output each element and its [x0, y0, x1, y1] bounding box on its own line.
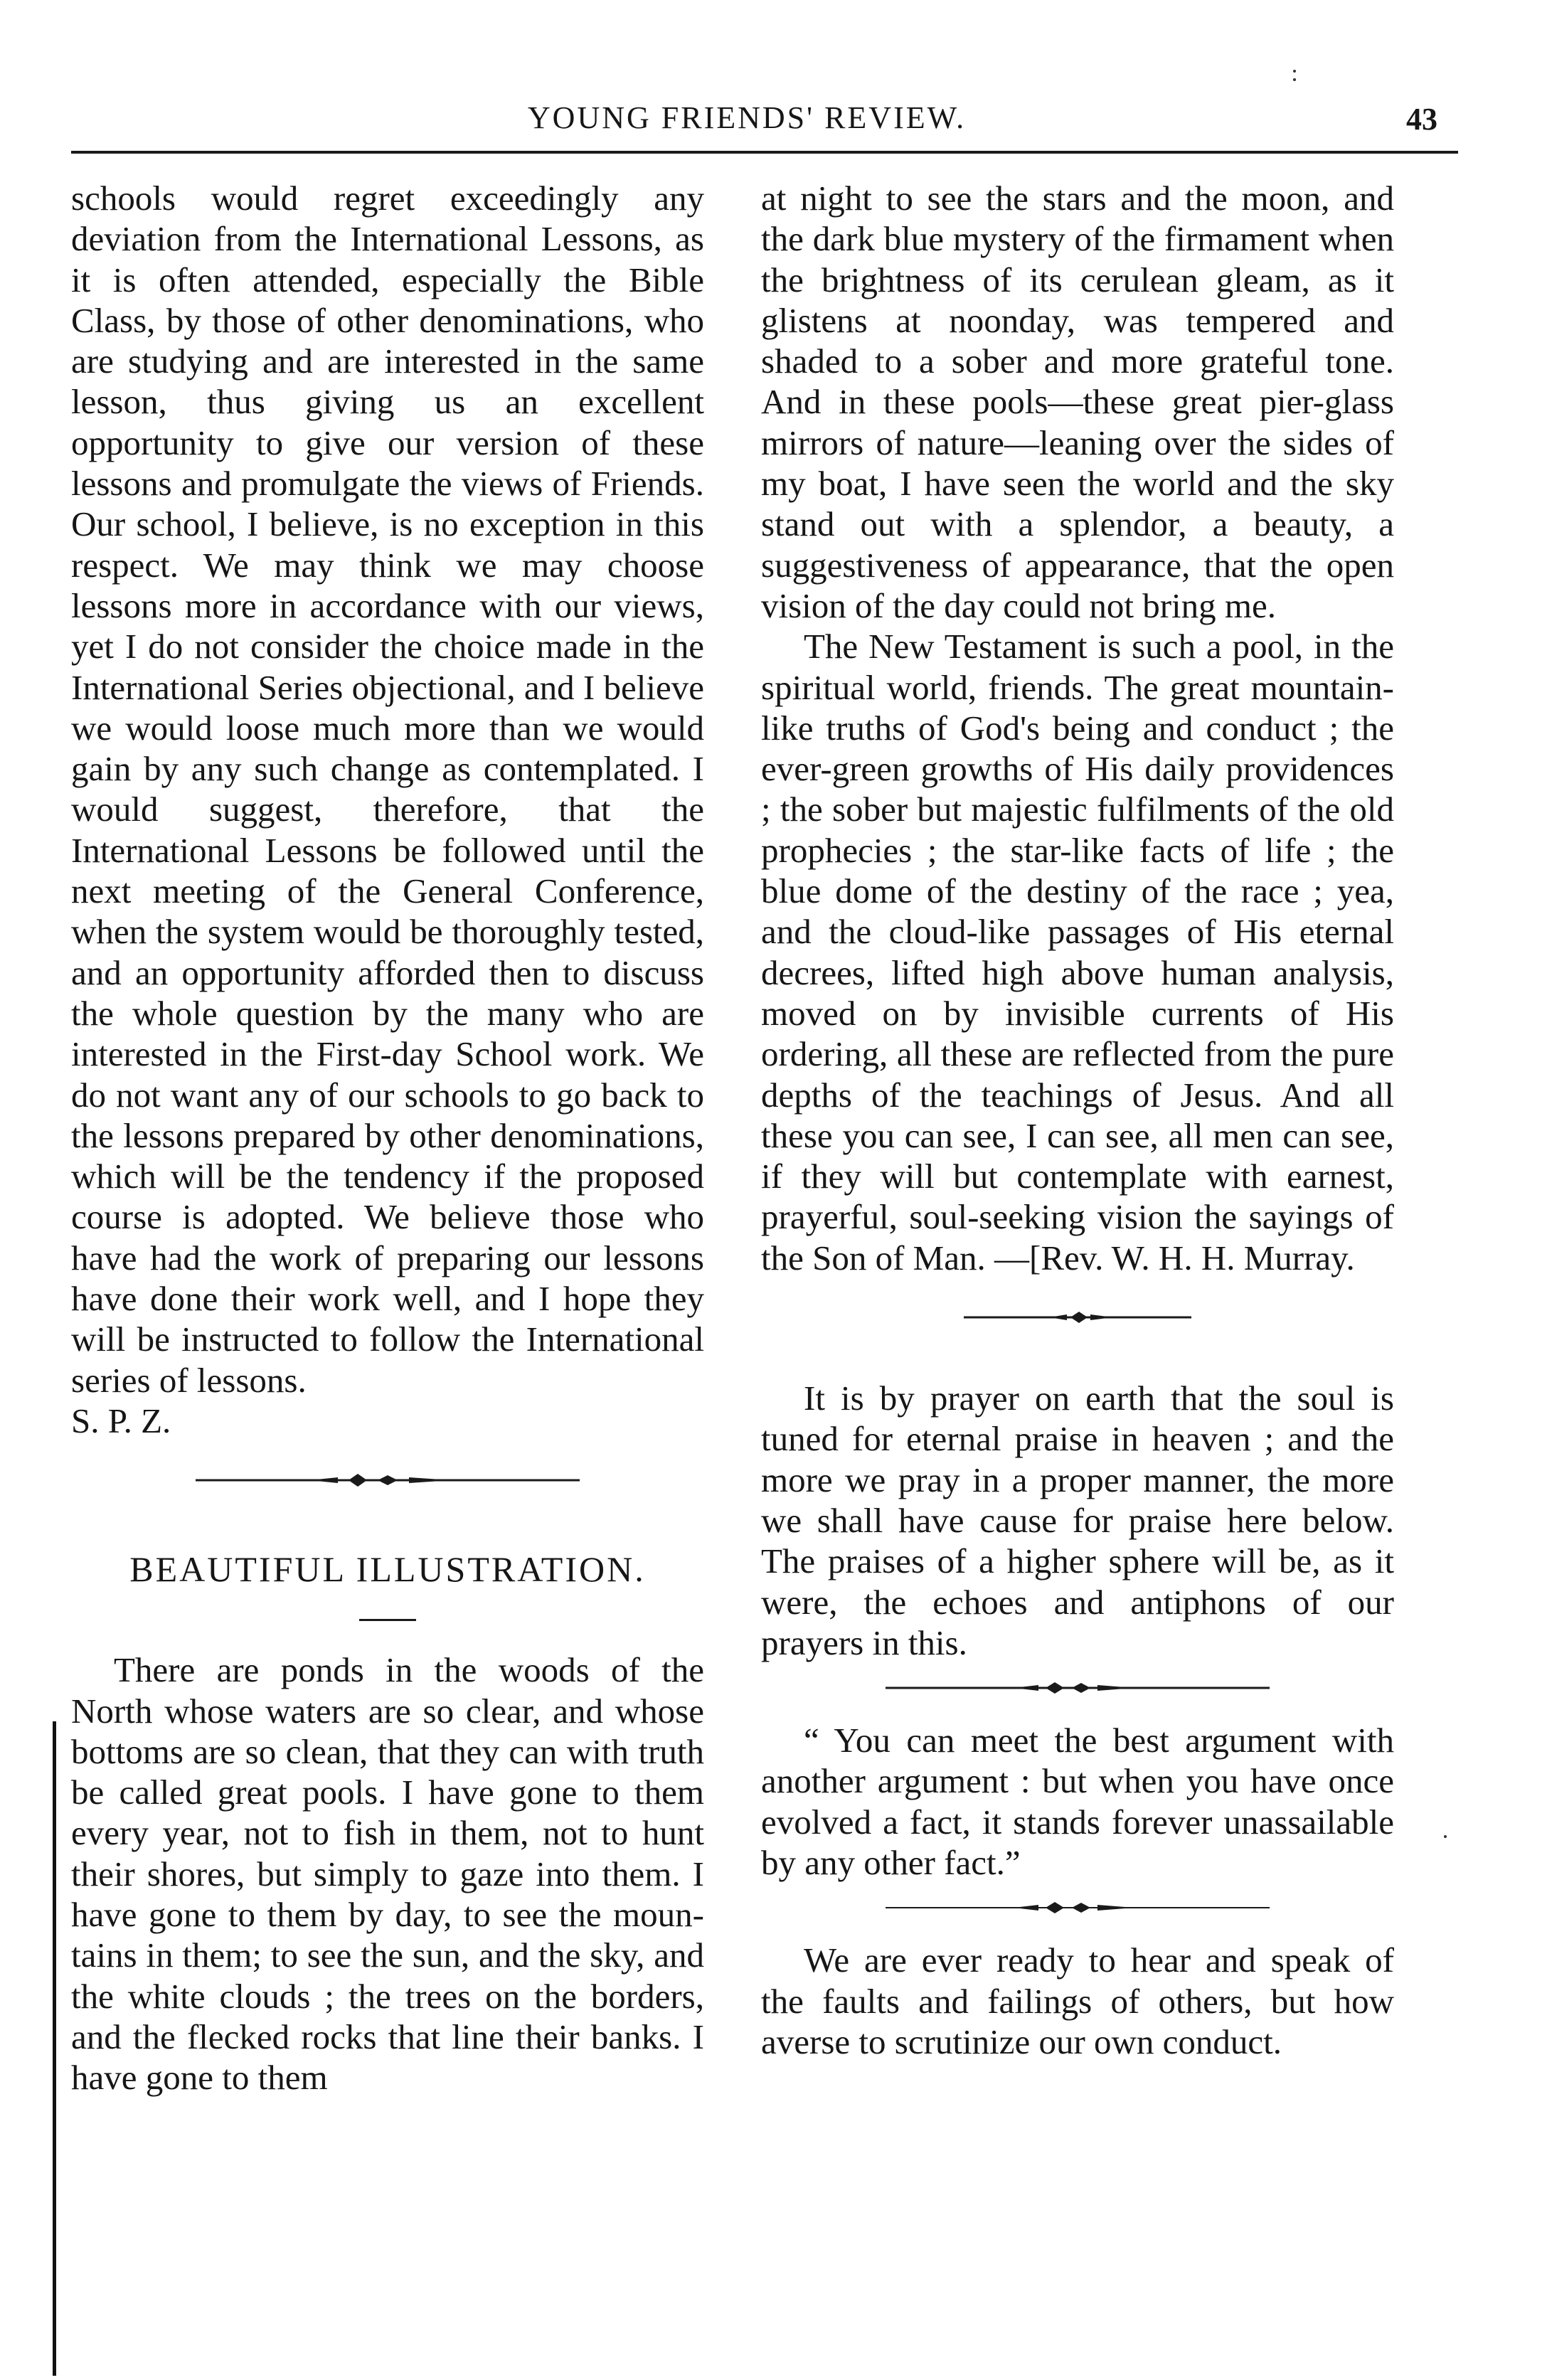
- ornament-divider: [761, 1897, 1394, 1940]
- scan-speck: [1293, 70, 1296, 73]
- signature: S. P. Z.: [71, 1401, 171, 1440]
- ornament-rule-icon: [196, 1470, 580, 1491]
- ornament-divider: [71, 1470, 704, 1512]
- ornament-rule-icon: [964, 1307, 1191, 1328]
- scan-margin-line: [53, 1721, 56, 2376]
- right-paragraph-5: We are ever ready to hear and speak of the faults and failings of others, but how averse to scrutinize our own conduct.: [761, 1940, 1394, 2061]
- right-paragraph-3: It is by prayer on earth that the soul is tuned for eternal praise in heaven ; and the more we pray in a proper manner, the more we shall have cause for praise here below. The praises of a higher sphere will be, as it were, the echoes and antiphons of our prayers in this.: [761, 1378, 1394, 1662]
- ornament-rule-icon: [886, 1897, 1270, 1918]
- section-title: BEAUTIFUL ILLUSTRATION.: [129, 1549, 646, 1590]
- right-paragraph-1: at night to see the stars and the moon, and the dark blue mystery of the firmament when the brightness of its cerulean gleam, as it glistens at noonday, was tempered and shaded to a sober and more grateful tone. And in these pools—these great pier-glass mirrors of nature—leaning over the sides of my boat, I have seen the world and the sky stand out with a splendor, a beauty, a suggestiveness of appearance, that the open vision of the day could not bring me.: [761, 179, 1394, 625]
- page-header: [53, 94, 1440, 151]
- header-rule: [71, 151, 1458, 154]
- page-number: 43: [1406, 102, 1437, 137]
- right-column: [761, 178, 1394, 2062]
- scan-speck: [1444, 1835, 1447, 1838]
- running-title: YOUNG FRIENDS' REVIEW.: [527, 100, 967, 135]
- left-column: [71, 178, 704, 2098]
- left-paragraph-2: There are ponds in the woods of the North whose waters are so clear, and whose bottoms are so clean, that they can with truth be called great pools. I have gone to them every year, not to fish in them, not to hunt their shores, but simply to gaze into them. I have gone to them by day, to see the mountains in them; to see the sun, and the sky, and the white clouds ; the trees on the borders, and the flecked rocks that line their banks. I have gone to them: [71, 1650, 704, 2098]
- scan-speck: [1293, 78, 1296, 81]
- ornament-divider: [761, 1307, 1394, 1349]
- ornament-rule-icon: [886, 1677, 1270, 1699]
- right-paragraph-4: “ You can meet the best argument with another argument : but when you have once evolved a fact, it stands forever unassailable by any other fact.”: [761, 1721, 1394, 1882]
- title-rule: [359, 1619, 416, 1621]
- right-paragraph-2: The New Testament is such a pool, in the spiritual world, friends. The great mountain-like truths of God's being and conduct ; the ever-green growths of His daily providences ; the sober but majestic fulfilments of the old prophecies ; the star-like facts of life ; the blue dome of the destiny of the race ; yea, and the cloud-like passages of His eternal decrees, lifted high above human analysis, moved on by invisible currents of His ordering, all these are reflected from the pure depths of the teachings of Jesus. And all these you can see, I can see, all men can see, if they will but contemplate with earnest, prayerful, soul-seeking vision the sayings of the Son of Man. —[Rev. W. H. H. Murray.: [761, 627, 1394, 1277]
- left-paragraph-1: schools would regret exceedingly any deviation from the International Lessons, as it is often attended, especially the Bible Class, by those of other denominations, who are studying and are interested in the same lesson, thus giving us an excellent opportunity to give our version of these lessons and promulgate the views of Friends. Our school, I believe, is no exception in this respect. We may think we may choose lessons more in accordance with our views, yet I do not consider the choice made in the International Series objectional, and I believe we would loose much more than we would gain by any such change as contemplated. I would suggest, therefore, that the International Lessons be followed until the next meeting of the General Conference, when the system would be thoroughly tested, and an opportunity afforded then to discuss the whole question by the many who are interested in the First-day School work. We do not want any of our schools to go back to the lessons prepared by other denominations, which will be the tendency if the proposed course is adopted. We believe those who have had the work of preparing our lessons have done their work well, and I hope they will be instructed to follow the International series of lessons.: [71, 179, 704, 1400]
- ornament-divider: [761, 1677, 1394, 1720]
